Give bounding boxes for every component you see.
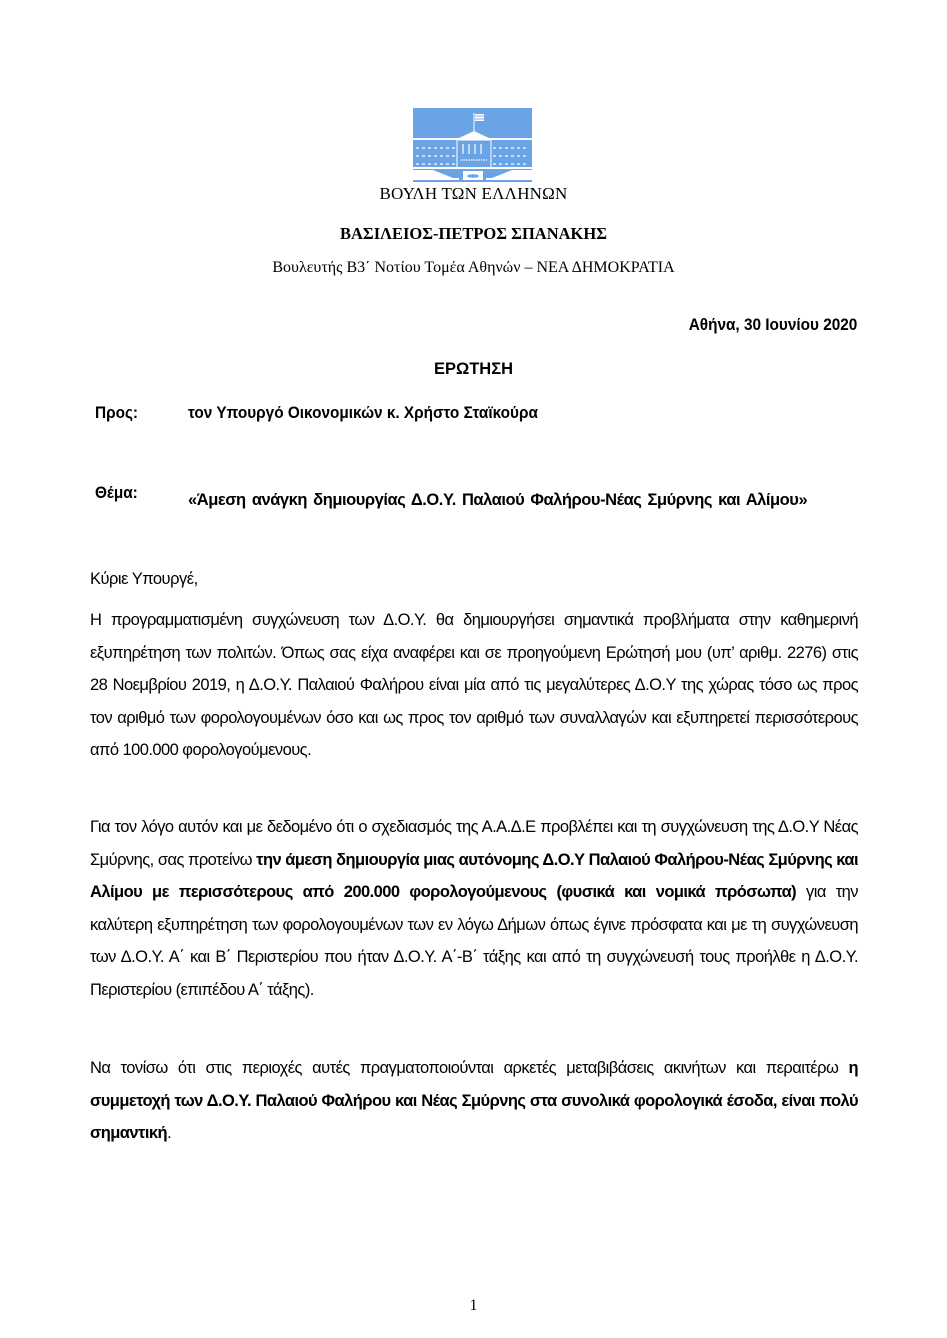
- paragraph-1: Η προγραμματισμένη συγχώνευση των Δ.Ο.Υ. θα δημιουργήσει σημαντικά προβλήματα στην καθημερινή εξυπηρέτηση των πολιτών. Όπως σας είχα αναφέρει και σε προηγούμενη Ερώτησή μου (υπ’ αριθμ. 2276) στις 28 Νοεμβρίου 2019, η Δ.Ο.Υ. Παλαιού Φαλήρου είναι μία από τις μεγαλύτερες Δ.Ο.Υ της χώρας τόσο ως προς τον αριθμό των φορολογουμένων όσο και ως προς τον αριθμό των συναλλαγών και εξυπηρετεί περισσότερους από 100.000 φορολογούμενους.: [90, 611, 858, 760]
- page-number: 1: [469, 1297, 478, 1314]
- organization-name: ΒΟΥΛΗ ΤΩΝ ΕΛΛΗΝΩΝ: [379, 184, 568, 203]
- paragraph-2-bold: την άμεση δημιουργία μιας αυτόνομης Δ.Ο.Υ Παλαιού Φαλήρου-Νέας Σμύρνης και Αλίμου με περισσότερους από 200.000 φορολογούμενους (φυσικά και νομικά πρόσωπα): [90, 850, 858, 902]
- subject-value: «Άμεση ανάγκη δημιουργίας Δ.Ο.Υ. Παλαιού Φαλήρου-Νέας Σμύρνης και Αλίμου»: [188, 491, 808, 509]
- paragraph-2-text-a: Για τον λόγο αυτόν και με δεδομένο ότι ο σχεδιασμός της Α.Α.Δ.Ε προβλέπει και τη συγχώνευση της Δ.Ο.Υ Νέας Σμύρνης, σας προτείνω: [90, 818, 858, 869]
- document-heading: ΕΡΩΤΗΣΗ: [433, 360, 514, 378]
- mp-name: ΒΑΣΙΛΕΙΟΣ-ΠΕΤΡΟΣ ΣΠΑΝΑΚΗΣ: [340, 224, 607, 243]
- paragraph-2: [90, 811, 858, 1007]
- document-date: Αθήνα, 30 Ιουνίου 2020: [688, 316, 857, 334]
- greeting: Κύριε Υπουργέ,: [90, 570, 198, 588]
- paragraph-3-text-a: Να τονίσω ότι στις περιοχές αυτές πραγματοποιούνται αρκετές μεταβιβάσεις ακινήτων και περαιτέρω: [90, 1059, 849, 1077]
- recipient-label: Προς:: [95, 404, 139, 422]
- recipient-value: τον Υπουργό Οικονομικών κ. Χρήστο Σταϊκούρα: [188, 404, 538, 422]
- mp-role: Βουλευτής Β3΄ Νοτίου Τομέα Αθηνών – ΝΕΑ ΔΗΜΟΚΡΑΤΙΑ: [272, 259, 675, 276]
- paragraph-3-text-b: .: [167, 1124, 172, 1143]
- parliament-logo: [413, 108, 532, 182]
- paragraph-2-text-b: για την καλύτερη εξυπηρέτηση των φορολογουμένων των εν λόγω Δήμων όπως έγινε πρόσφατα και με τη συγχώνευση των Δ.Ο.Υ. Α΄ και Β΄ Περιστερίου που ήταν Δ.Ο.Υ. Α΄-Β΄ τάξης και από τη συγχώνευσή τους προήλθε η Δ.Ο.Υ. Περιστερίου (επιπέδου Α΄ τάξης).: [90, 883, 858, 999]
- paragraph-3-bold: η συμμετοχή των Δ.Ο.Υ. Παλαιού Φαλήρου και Νέας Σμύρνης στα συνολικά φορολογικά έσοδα, είναι πολύ σημαντική: [90, 1059, 858, 1143]
- paragraph-3: [90, 1052, 858, 1150]
- subject-label: Θέμα:: [95, 484, 138, 502]
